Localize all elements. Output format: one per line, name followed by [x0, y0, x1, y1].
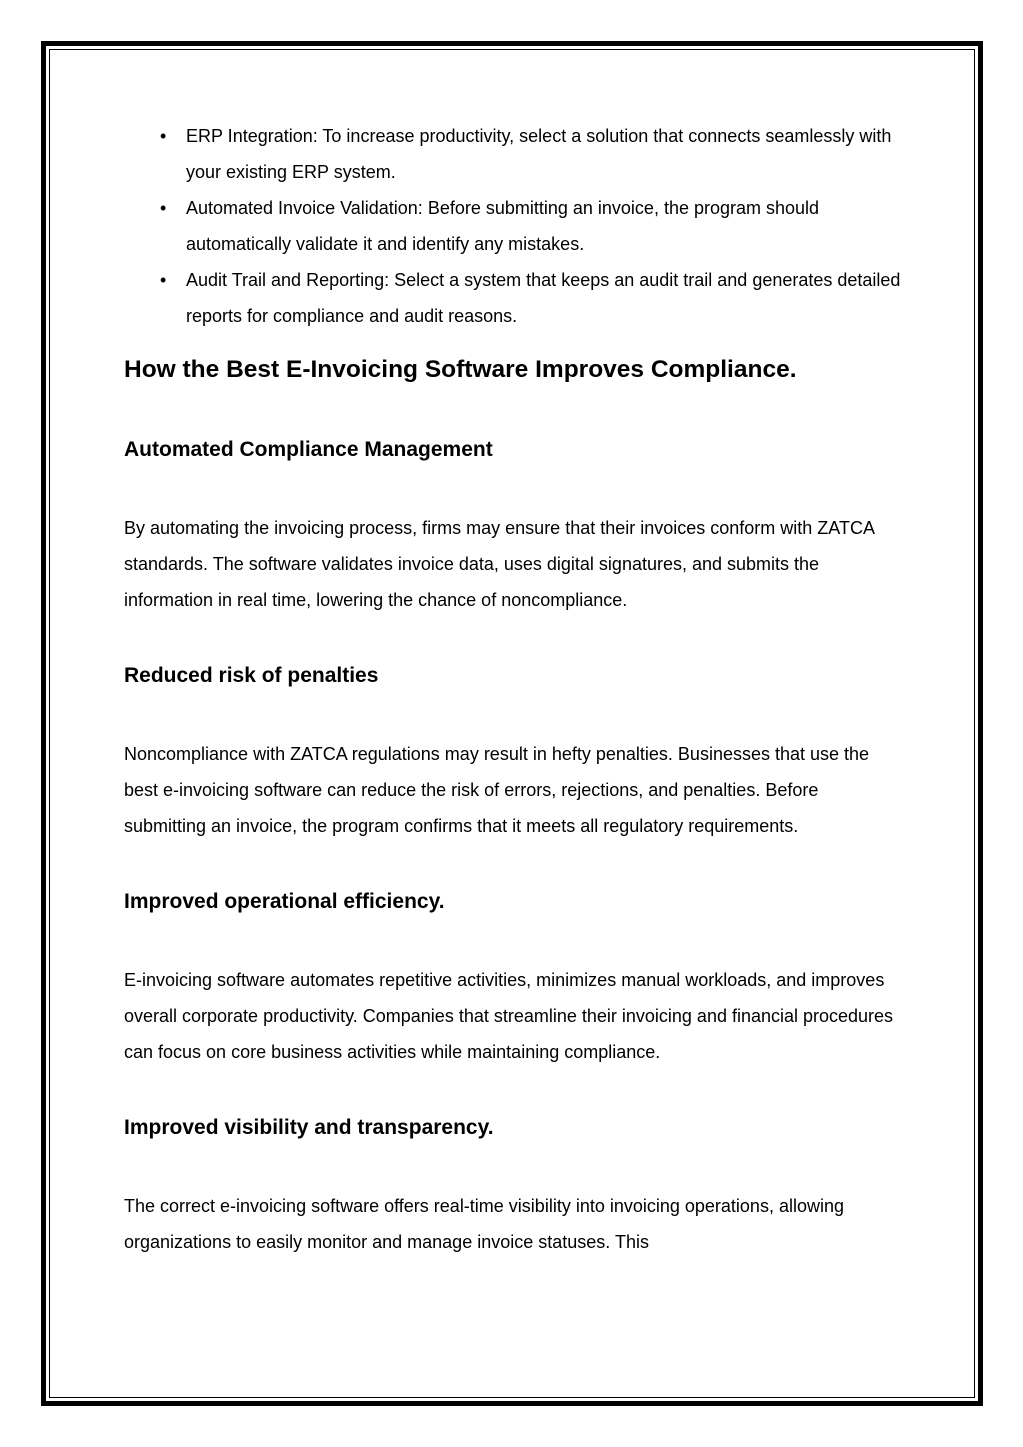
section-body-reduced-risk: Noncompliance with ZATCA regulations may result in hefty penalties. Businesses that use the best e-invoicing software can reduce the risk of errors, rejections, and penalties. Before submitting an invoice, the program confirms that it meets all regulatory requirements. [124, 744, 870, 836]
bullet-icon: • [160, 198, 167, 218]
main-heading: How the Best E-Invoicing Software Improves Compliance. [124, 356, 797, 383]
section-heading-reduced-risk: Reduced risk of penalties [124, 664, 379, 687]
section-heading-operational-efficiency: Improved operational efficiency. [124, 890, 445, 913]
bullet-item-invoice-validation [124, 190, 904, 262]
bullet-item-erp-integration [124, 118, 904, 190]
bullet-icon: • [160, 270, 167, 290]
section-body-operational-efficiency: E-invoicing software automates repetitive activities, minimizes manual workloads, and improves overall corporate productivity. Companies that streamline their invoicing and financial procedures can focus on core business activities while maintaining compliance. [124, 970, 894, 1062]
section-body-visibility-transparency: The correct e-invoicing software offers real-time visibility into invoicing operations, allowing organizations to easily monitor and manage invoice statuses. This [124, 1196, 844, 1252]
section-heading-automated-compliance: Automated Compliance Management [124, 438, 493, 461]
page-content [124, 118, 904, 1260]
feature-bullet-list [124, 118, 904, 334]
section-heading-visibility-transparency: Improved visibility and transparency. [124, 1116, 494, 1139]
bullet-text: Automated Invoice Validation: Before submitting an invoice, the program should automatically validate it and identify any mistakes. [186, 198, 820, 254]
section-body-automated-compliance: By automating the invoicing process, firms may ensure that their invoices conform with ZATCA standards. The software validates invoice data, uses digital signatures, and submits the information in real time, lowering the chance of noncompliance. [124, 518, 874, 610]
bullet-item-audit-trail [124, 262, 904, 334]
bullet-icon: • [160, 126, 167, 146]
bullet-text: Audit Trail and Reporting: Select a system that keeps an audit trail and generates detailed reports for compliance and audit reasons. [186, 270, 901, 326]
bullet-text: ERP Integration: To increase productivity, select a solution that connects seamlessly with your existing ERP system. [186, 126, 892, 182]
